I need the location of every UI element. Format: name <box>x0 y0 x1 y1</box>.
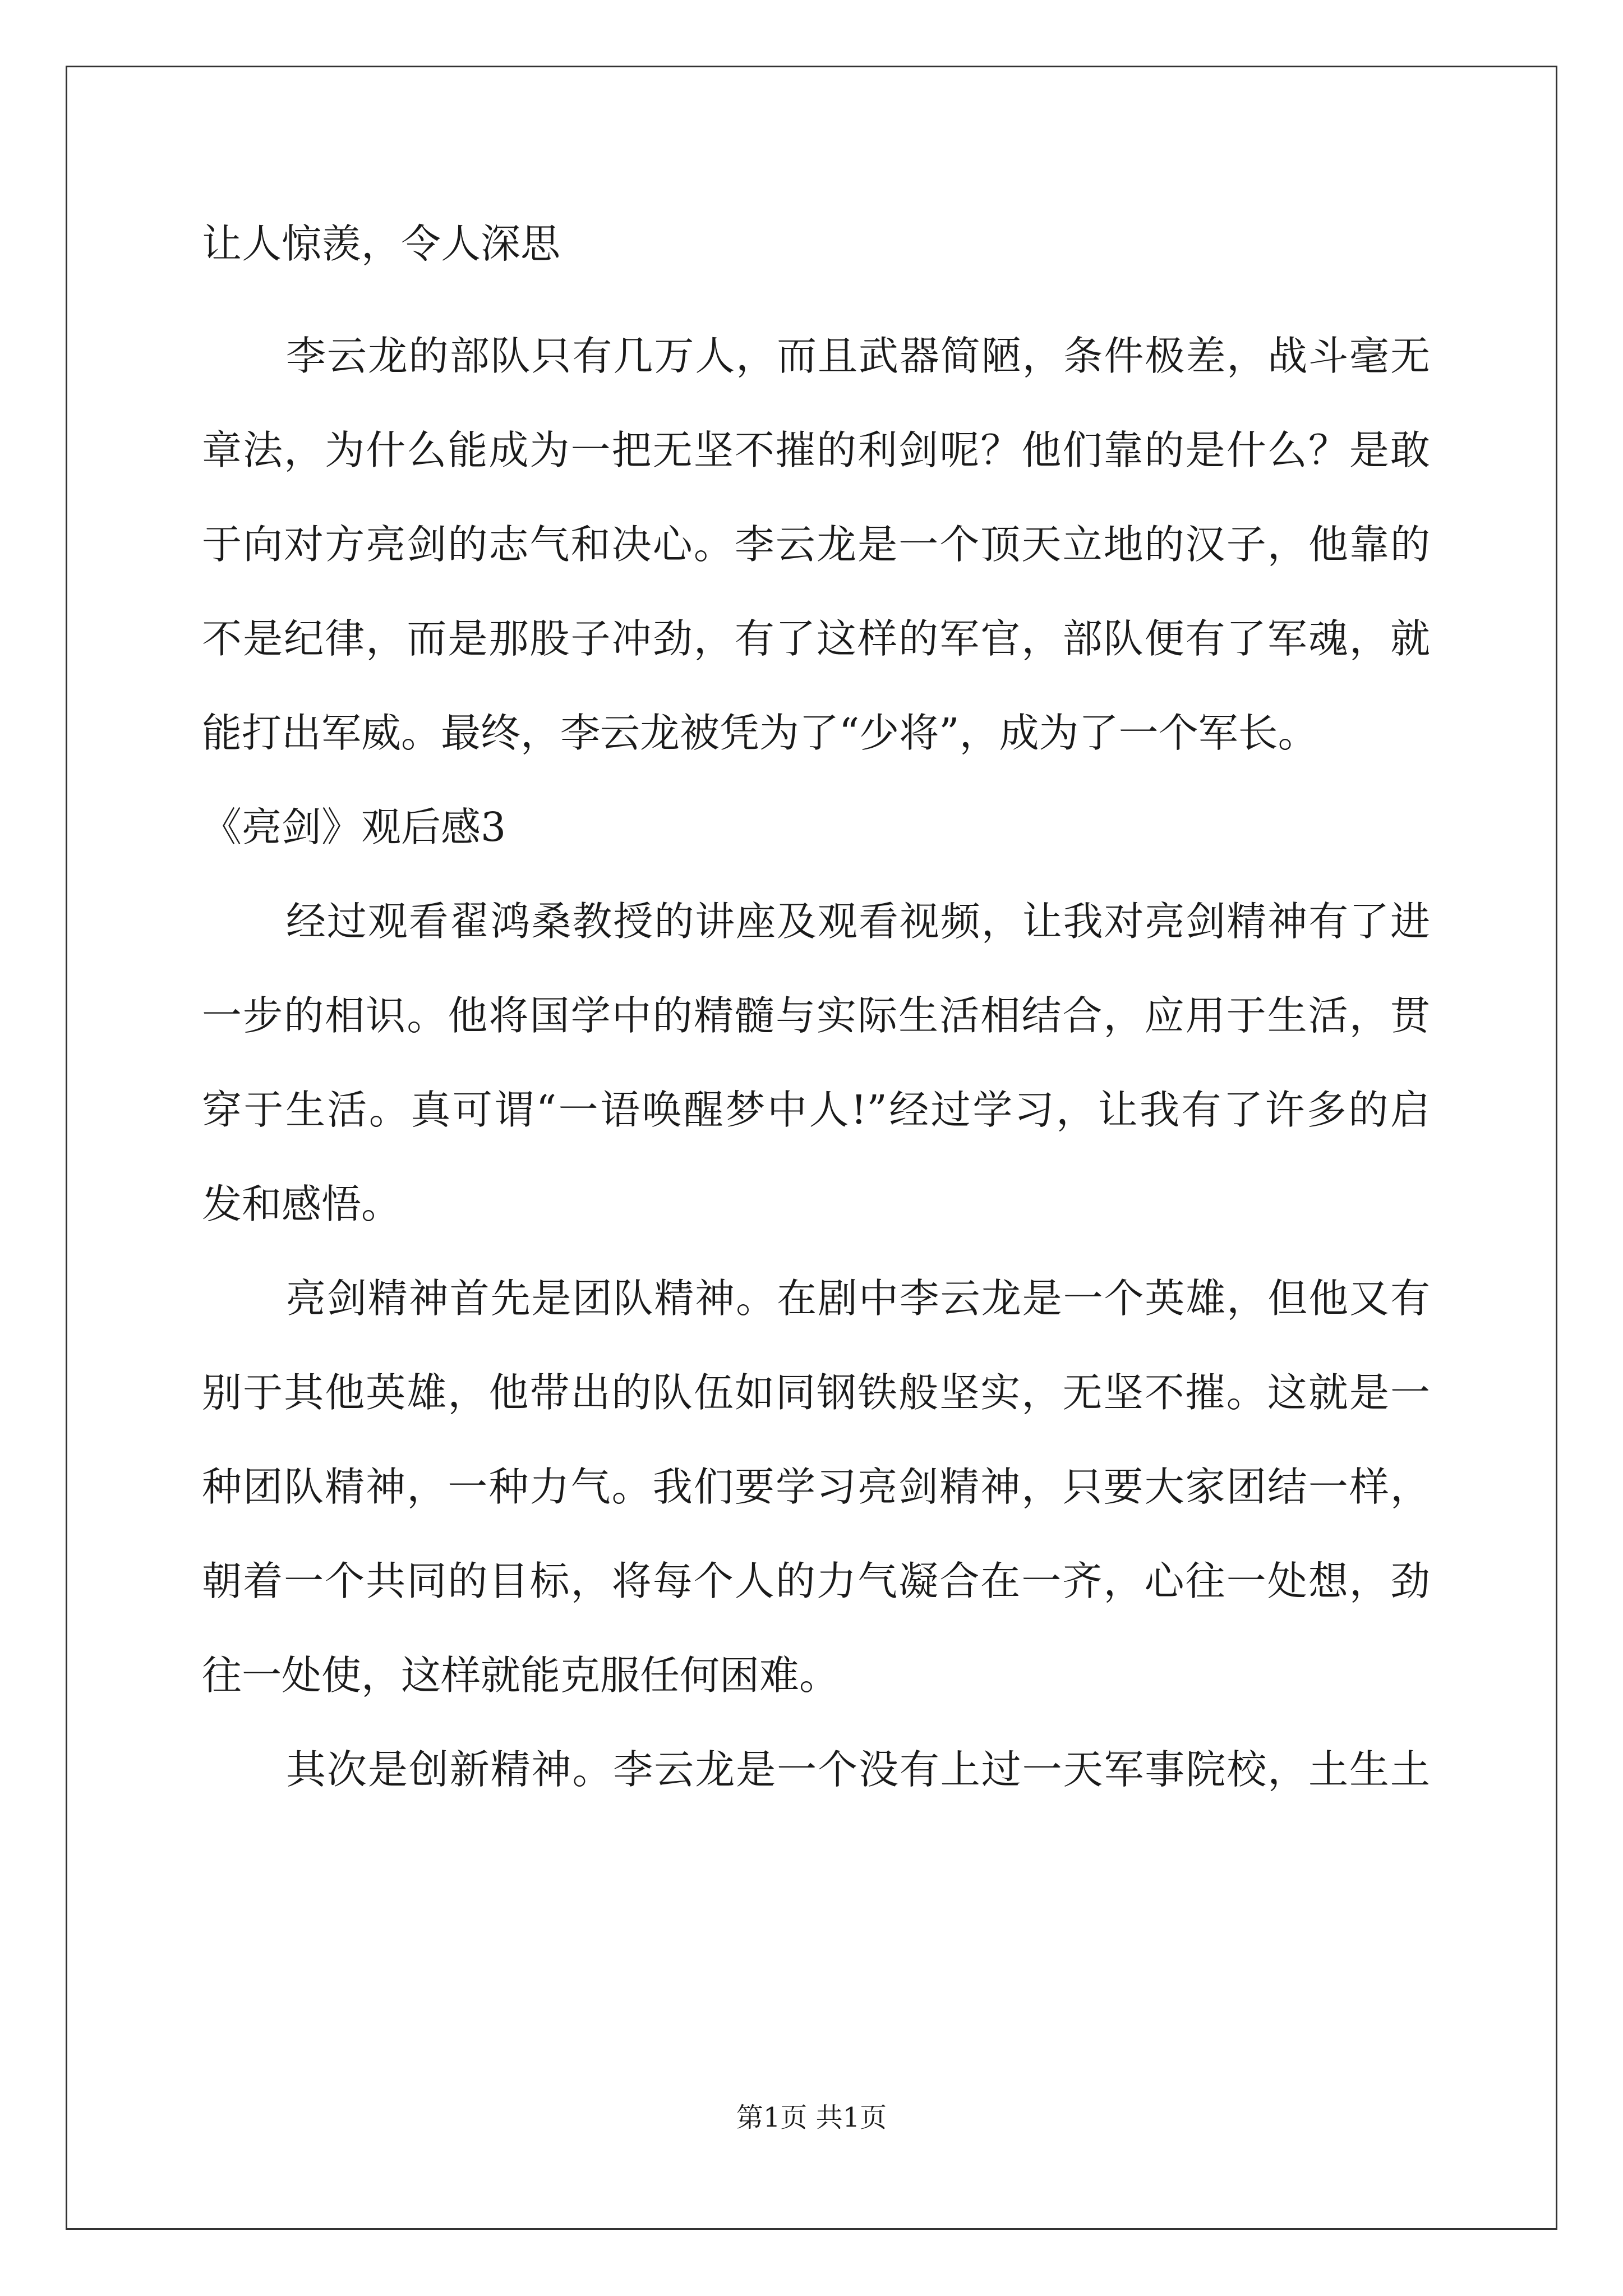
paragraph-line: 不是纪律，而是那股子冲劲，有了这样的军官，部队便有了军魂，就 <box>202 615 1430 662</box>
paragraph-line: 章法，为什么能成为一把无坚不摧的利剑呢？他们靠的是什么？是敢 <box>202 427 1430 473</box>
paragraph-line: 亮剑精神首先是团队精神。在剧中李云龙是一个英雄，但他又有 <box>286 1275 1430 1322</box>
section-heading: 《亮剑》观后感3 <box>202 804 506 850</box>
paragraph-line: 穿于生活。真可谓“一语唤醒梦中人!”经过学习，让我有了许多的启 <box>202 1087 1430 1133</box>
paragraph-line: 于向对方亮剑的志气和决心。李云龙是一个顶天立地的汉子，他靠的 <box>202 521 1430 568</box>
paragraph-line: 其次是创新精神。李云龙是一个没有上过一天军事院校，土生土 <box>286 1746 1430 1793</box>
page-border <box>66 66 1557 2230</box>
paragraph-line: 朝着一个共同的目标，将每个人的力气凝合在一齐，心往一处想，劲 <box>202 1558 1430 1604</box>
paragraph-line: 经过观看翟鸿桑教授的讲座及观看视频，让我对亮剑精神有了进 <box>286 898 1430 945</box>
text-line: 让人惊羡，令人深思 <box>202 220 561 267</box>
paragraph-line: 别于其他英雄，他带出的队伍如同钢铁般坚实，无坚不摧。这就是一 <box>202 1369 1430 1416</box>
paragraph-line: 发和感悟。 <box>202 1181 402 1227</box>
paragraph-line: 往一处使，这样就能克服任何困难。 <box>202 1652 840 1699</box>
paragraph-line: 种团队精神，一种力气。我们要学习亮剑精神，只要大家团结一样， <box>202 1464 1430 1510</box>
paragraph-line: 一步的相识。他将国学中的精髓与实际生活相结合，应用于生活，贯 <box>202 992 1430 1039</box>
paragraph-line: 李云龙的部队只有几万人，而且武器简陋，条件极差，战斗毫无 <box>286 333 1430 379</box>
paragraph-line: 能打出军威。最终，李云龙被凭为了“少将”，成为了一个军长。 <box>202 710 1318 756</box>
page-footer: 第1页 共1页 <box>736 2102 887 2133</box>
